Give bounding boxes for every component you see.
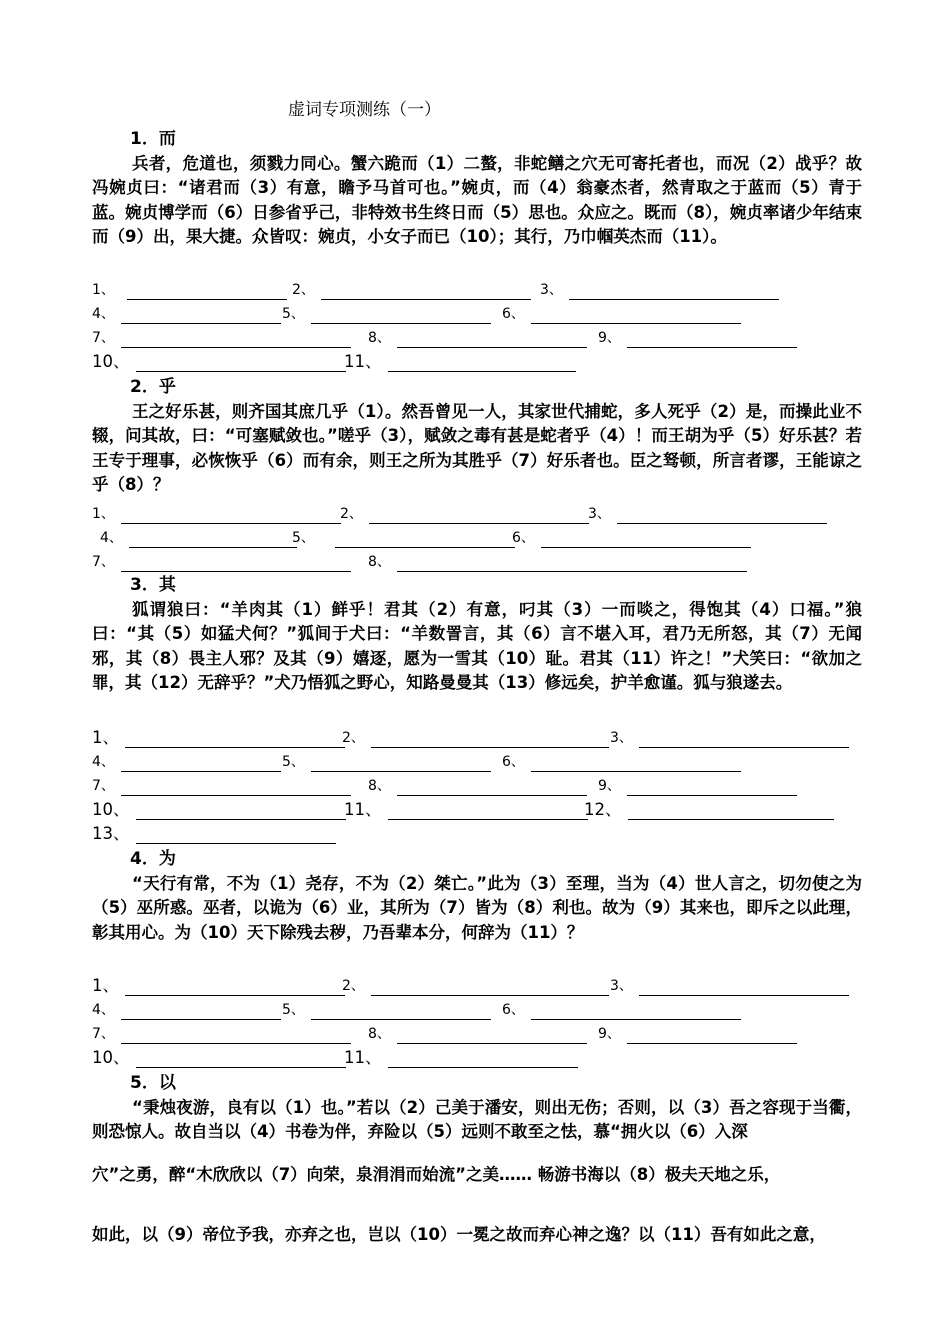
answer-item[interactable]: 3、 [610,972,849,996]
answer-item[interactable]: 7、 [92,1020,351,1044]
answer-item[interactable]: 8、 [368,1020,587,1044]
answer-item[interactable]: 11、 [344,348,576,372]
answer-block-1 [92,276,862,372]
section-heading: 3．其 [130,575,176,595]
answer-item[interactable]: 2、 [292,276,531,300]
answer-item[interactable]: 4、 [92,748,281,772]
answer-item[interactable]: 1、 [92,500,341,524]
answer-item[interactable]: 2、 [342,972,609,996]
section-paragraph: “天行有常，不为（1）尧存，不为（2）桀亡。”此为（3）至理，当为（4）世人言之，切勿使之为（5）巫所惑。巫者，以诡为（6）业，其所为（7）皆为（8）利也。故为（9）其来也，即斥之以此理，彰其用心。为（10）天下除残去秽，乃吾辈本分，何辞为（11）？ [92,874,862,942]
answer-item[interactable]: 5、 [282,748,491,772]
answer-item[interactable]: 9、 [598,324,797,348]
section-paragraph: “秉烛夜游，良有以（1）也。”若以（2）己美于潘安，则出无伤；否则，以（3）吾之容现于当衢，则恐惊人。故自当以（4）书卷为伴，弃险以（5）远则不敢至之怯，慕“拥火以（6）入深 [92,1098,862,1142]
section-paragraph-line: 穴”之勇，醉“木欣欣以（7）向荣，泉涓涓而始流”之美…… 畅游书海以（8）极夫天地之乐， [92,1164,781,1184]
answer-item[interactable]: 13、 [92,820,336,844]
answer-item[interactable]: 7、 [92,772,351,796]
answer-item[interactable]: 9、 [598,772,797,796]
answer-item[interactable]: 2、 [342,724,609,748]
section-paragraph: 兵者，危道也，须戮力同心。蟹六跪而（1）二螯，非蛇鳝之穴无可寄托者也，而况（2）战乎？故冯婉贞曰：“诸君而（3）有意，瞻予马首可也。”婉贞，而（4）翁豪杰者，然青取之于蓝而（5）青于蓝。婉贞博学而（6）日参省乎己，非特效书生终日而（5）思也。众应之。既而（8），婉贞率诸少年结束而（9）出，果大捷。众皆叹：婉贞，小女子而已（10）；其行，乃巾帼英杰而（11）。 [92,154,862,247]
answer-item[interactable]: 8、 [368,772,587,796]
answer-item[interactable]: 6、 [502,300,741,324]
answer-item[interactable]: 4、 [92,996,281,1020]
answer-item[interactable]: 2、 [340,500,589,524]
section-paragraph-line: 如此，以（9）帝位予我，亦弃之也，岂以（10）一冕之故而弃心神之逸？以（11）吾有如此之意， [92,1224,826,1244]
answer-block-4 [92,972,862,1068]
answer-item[interactable]: 10、 [92,1044,346,1068]
answer-item[interactable]: 6、 [502,996,741,1020]
answer-item[interactable]: 6、 [512,524,751,548]
section-wei [92,846,862,945]
answer-item[interactable]: 1、 [92,972,345,996]
section-hu [92,374,862,498]
section-yi [92,1070,862,1249]
section-paragraph: 狐谓狼曰：“羊肉其（1）鲜乎！君其（2）有意，叼其（3）一而啖之，得饱其（4）口福。”狼曰：“其（5）如猛犬何？”狐间于犬曰：“羊数詈言，其（6）言不堪入耳，君乃无所怒，其（7）无闻邪，其（8）畏主人邪？及其（9）嬉逐，愿为一雪其（10）耻。君其（11）许之！”犬笑曰：“欲加之罪，其（12）无辞乎？”犬乃悟狐之野心，知路曼曼其（13）修远矣，护羊愈谨。狐与狼遂去。 [92,600,862,693]
answer-item[interactable]: 3、 [610,724,849,748]
answer-item[interactable]: 7、 [92,324,351,348]
answer-item[interactable]: 4、 [92,300,281,324]
answer-item[interactable]: 5、 [292,524,515,548]
section-heading: 2．乎 [130,377,176,397]
section-heading: 4．为 [130,849,176,869]
answer-item[interactable]: 1、 [92,276,287,300]
answer-item[interactable]: 11、 [344,796,588,820]
section-paragraph: 王之好乐甚，则齐国其庶几乎（1）。然吾曾见一人，其家世代捕蛇，多人死乎（2）是，而操此业不辍，问其故，曰：“可塞赋敛也。”嗟乎（3），赋敛之毒有甚是蛇者乎（4）！而王胡为乎（5）好乐甚？若王专于理事，必恢恢乎（6）而有余，则王之所为其胜乎（7）好乐者也。臣之驽顿，所言者谬，王能谅之乎（8）？ [92,402,862,495]
section-er [92,126,862,250]
answer-item[interactable]: 6、 [502,748,741,772]
answer-item[interactable]: 10、 [92,796,346,820]
answer-item[interactable]: 5、 [282,996,491,1020]
answer-block-3 [92,724,862,844]
answer-item[interactable]: 3、 [540,276,779,300]
answer-item[interactable]: 3、 [588,500,827,524]
answer-item[interactable]: 8、 [368,324,587,348]
page-title: 虚词专项测练（一） [288,100,441,120]
answer-item[interactable]: 9、 [598,1020,797,1044]
answer-item[interactable]: 11、 [344,1044,578,1068]
answer-item[interactable]: 4、 [100,524,297,548]
section-heading: 5．以 [130,1073,176,1093]
answer-item[interactable]: 8、 [368,548,747,572]
answer-item[interactable]: 12、 [584,796,834,820]
answer-item[interactable]: 1、 [92,724,345,748]
answer-item[interactable]: 10、 [92,348,346,372]
answer-block-2 [92,500,862,572]
section-heading: 1．而 [130,129,176,149]
section-qi [92,572,862,696]
answer-item[interactable]: 7、 [92,548,351,572]
answer-item[interactable]: 5、 [282,300,491,324]
